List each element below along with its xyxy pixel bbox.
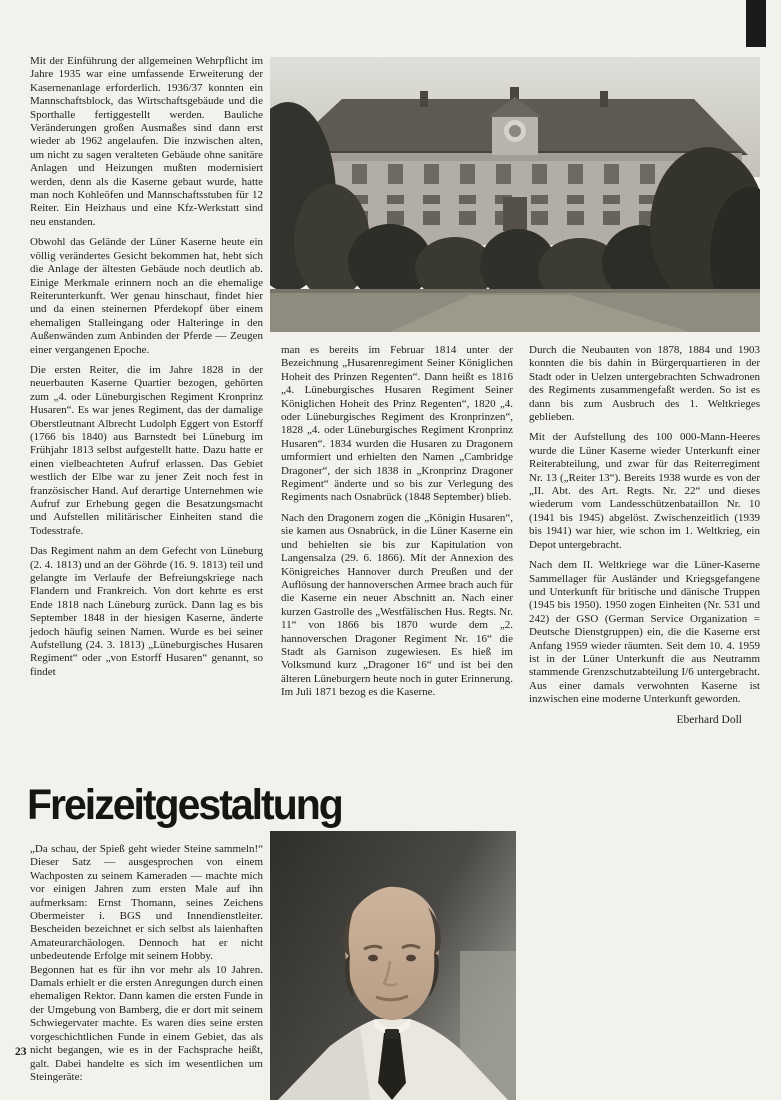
paragraph: Nach den Dragonern zogen die „Königin Husaren“, sie kamen aus Osnabrück, in die Lüner Kaserne ein und behielten sie bis zur Kapitulation von Langensalza (29. 6. 1866). Mit der Annexion des Königreiches Hannover durch Preußen und der Auflösung der hannoverschen Armee brach auch für die Kaserne ein neuer Abschnitt an. Nach einer kurzen Gastrolle des „Westfälischen Hus. Regts. Nr. 11“ von 1866 bis 1870 wurde dem „2. hannoverschen Dragoner Regiment Nr. 16“ die Stadt als Garnison zugewiesen. Es hieß im Volksmund kurz „Dragoner 16“ und ist bei den älteren Lüneburgern heute noch in guter Erinnerung. Im Juli 1871 bezog es die Kaserne. xyxy=(281,511,513,699)
photo-lawn xyxy=(270,289,760,332)
thomann-portrait-photo xyxy=(270,831,516,1100)
paragraph: Die ersten Reiter, die im Jahre 1828 in der neuerbauten Kaserne Quartier bezogen, gehörten zum „4. oder Lüneburgischen Regiment Kronprinz Husaren“. Es war jenes Regiment, das der damalige Oberstleutnant Albrecht Ludolph Eggert von Estorff (1766 bis 1840) aus Barnstedt bei Lüneburg im Frühjahr 1813 selbst aufgestellt hatte. Dazu hatte er einen vielbeachteten Aufruf erlassen. Das Gebiet westlich der Elbe war zu jener Zeit noch fest in französischer Hand. Auf derartige Unternehmen wie Aufruf zur Erhebung gegen die Besatzungsmacht und Aufstellen militärischer Einheiten stand die Todesstrafe. xyxy=(30,363,263,537)
paragraph: Mit der Einführung der allgemeinen Wehrpflicht im Jahre 1935 war eine umfassende Erweiterung der Kasernenanlage erforderlich. 1936/37 konnten ein Mannschaftsblock, das Wirtschaftsgebäude und die Sporthalle fertiggestellt werden. Bauliche Veränderungen großen Ausmaßes sind dann erst wieder ab 1962 angelaufen. Die inzwischen alten, um nicht zu sagen veralteten Gebäude ohne sanitäre Anlagen und Heizungen mußten modernisiert werden, denn als die Kaserne gebaut wurde, hatte man noch Kohleöfen und Mannschaftsstuben für 12 Reiter. Ein Heizhaus und eine Kfz-Werkstatt sind neu enstanden. xyxy=(30,55,263,228)
article2-headline: Freizeitgestaltung xyxy=(27,780,342,829)
paragraph: Begonnen hat es für ihn vor mehr als 10 Jahren. Damals erhielt er die ersten Anregungen durch einen ehemaligen Rektor. Dann kamen die ersten Funde in der Umgebung von Bamberg, die er dort mit seinem Schwiegervater machte. Es waren dies seine ersten vorgeschichtlichen Funde in einem Gebiet, das als nicht begangen, wie es in der Fachsprache heißt, galt. Dabei handelte es sich im wesentlichen um Steingeräte: xyxy=(30,963,263,1083)
paragraph: Das Regiment nahm an dem Gefecht von Lüneburg (2. 4. 1813) und an der Göhrde (16. 9. 1813) teil und gelangte im Verlaufe der Befreiungskriege nach Flandern und Frankreich. Von dort kehrte es erst Ende 1818 nach Lüneburg zurück. Dann lag es bis September 1848 in der hiesigen Kaserne, änderte jedoch häufig seinen Namen. Wurde es bei seiner Aufstellung (24. 3. 1813) „Lüneburgisches Husaren Regiment“ oder „von Estorff Husaren“ genannt, so findet xyxy=(30,545,263,678)
corner-index-mark xyxy=(746,0,766,47)
paragraph: Mit der Aufstellung des 100 000-Mann-Heeres wurde die Lüner Kaserne wieder Unterkunft einer Reiterabteilung, und zwar für das Reiterregiment Nr. 13 („Reiter 13“). Bereits 1938 wurde es von der „II. Abt. des Art. Regts. Nr. 22“ und dieses wiederum vom Landesschützenbataillon Nr. 10 (1941 bis 1945) abgelöst. Zwischenzeitlich (1939 bis 1941) war hier, wie schon im 1. Weltkrieg, ein Depot untergebracht. xyxy=(529,431,760,551)
paragraph: Durch die Neubauten von 1878, 1884 und 1903 konnten die bis dahin in Bürgerquartieren in der Stadt oder in Uelzen untergebrachten Schwadronen des Regiments zusammengefaßt werden. So ist es dann bis zum Ausbruch des 1. Weltkrieges geblieben. xyxy=(529,344,760,424)
article1-column-3 xyxy=(529,344,760,727)
paragraph: „Da schau, der Spieß geht wieder Steine sammeln!“ Dieser Satz — ausgesprochen von einem Wachposten zu seinem Kameraden — machte mich vor einigen Jahren zum ersten Male auf ihn aufmerksam: Ernst Thomann, seines Zeichens Obermeister i. BGS und Innendienstleiter. Bescheiden bezeichnet er sich selbst als laienhaften Amateurarchäologen. Dennoch hat er nicht unbedeutende Erfolge mit seinem Hobby. xyxy=(30,843,263,963)
article2-column-1 xyxy=(30,843,263,1084)
paragraph: Nach dem II. Weltkriege war die Lüner-Kaserne Sammellager für Ausländer und Kriegsgefangene und Unterkunft für britische und dänische Truppen (1945 bis 1950). 1950 zogen Einheiten (Nr. 531 und 242) der GSO (German Service Organization = Deutsche Dienstgruppen) ein, die die Kaserne erst Anfang 1959 wieder räumten. Seit dem 10. 4. 1959 ist in der Lüner Unterkunft die aus Neutramm stammende Grenzschutzabteilung I/6 untergebracht. Aus einer damals verwohnten Kaserne ist inzwischen eine moderne Unterkunft geworden. xyxy=(529,559,760,706)
kaserne-building-photo xyxy=(270,57,760,332)
article1-column-1 xyxy=(30,55,263,679)
paragraph: man es bereits im Februar 1814 unter der Bezeichnung „Husarenregiment Seiner Königlichen Hoheit des Prinzen Regenten“. Dann heißt es 1816 „4. Lüneburgisches Husaren Regiment Seiner Königlichen Hoheit des Prinz Regenten“, 1820 „4. oder Lüneburgisches Regiment des Kronprinzen“, 1828 „4. oder Lüneburgisches Regiment Kronprinz Husaren“. 1834 wurden die Husaren zu Dragonern umformiert und erhielten den Namen „Cambridge Dragoner“, der sich 1838 in „Kronprinz Dragoner Regiment“ änderte und so bis zur Verlegung des Regiments nach Osnabrück (1848 September) blieb. xyxy=(281,344,513,504)
page-number: 23 xyxy=(15,1046,27,1058)
author-byline: Eberhard Doll xyxy=(676,713,742,726)
paragraph: Obwohl das Gelände der Lüner Kaserne heute ein völlig verändertes Gesicht bekommen hat, hebt sich die Anlage der ältesten Gebäude noch deutlich ab. Einige Merkmale erinnern noch an die ehemalige Reiterunterkunft. Wer genau hinschaut, findet hier und da einen steinernen Pferdekopf über einem ehemaligen Stalleingang oder Halteringe in den Außenwänden zum Anbinden der Pferde — Zeugen einer vergangenen Epoche. xyxy=(30,236,263,356)
article1-column-2 xyxy=(281,344,513,700)
